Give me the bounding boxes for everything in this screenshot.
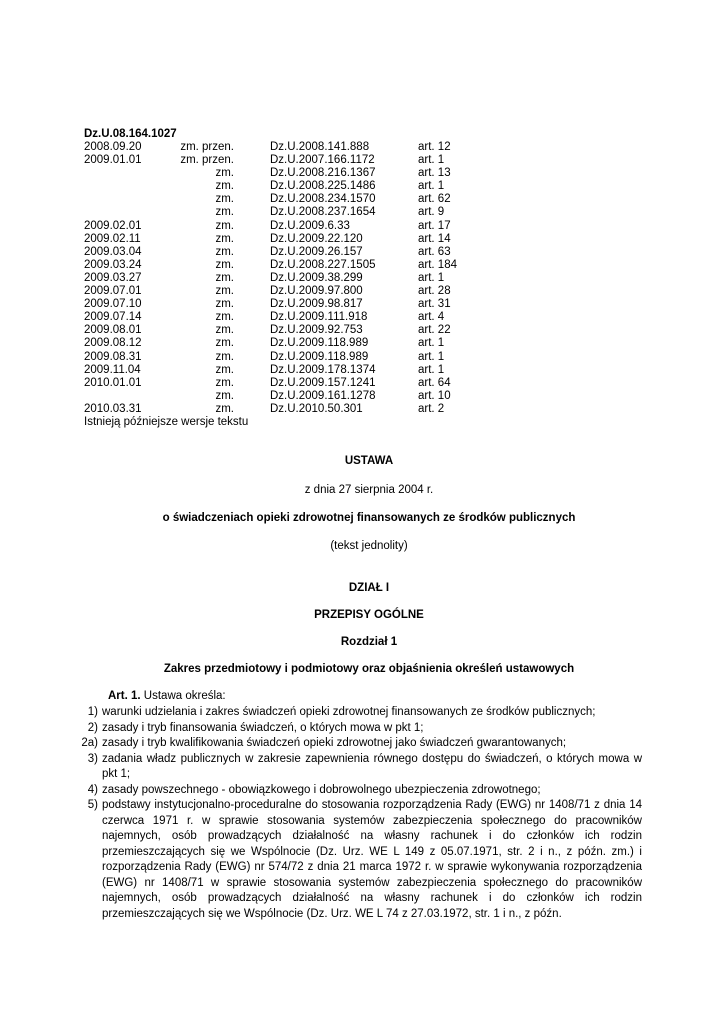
history-type: zm. [215, 376, 234, 389]
history-art: art. 62 [418, 193, 451, 206]
division-label: DZIAŁ I [348, 582, 390, 594]
history-date: 2009.08.12 [84, 337, 142, 350]
history-ref: Dz.U.2009.26.157 [270, 245, 363, 258]
list-item-number: 2) [87, 721, 98, 734]
list-item-text: podstawy instytucjonalno-proceduralne do stosowania rozporządzenia Rady (EWG) nr 1408/71 z dnia 14 czerwca 1971 r. w sprawie stosowania systemów zabezpieczenia społecznego do pracowników najemnych, osób prowadzących działalność na własny rachunek i do członków ich rodzin przemieszczających się we Wspólnocie (Dz. Urz. WE L 149 z 05.07.1971, str. 2 i n., z późn. zm.) i rozporządzenia Rady (EWG) nr 574/72 z dnia 21 marca 1972 r. w sprawie wykonywania rozporządzenia (EWG) nr 1408/71 w sprawie stosowania systemów zabezpieczenia społecznego do pracowników najemnych, osób prowadzących działalność na własny rachunek i do członków ich rodzin przemieszczających się we Wspólnocie (Dz. Urz. WE L 74 z 27.03.1972, str. 1 i n., z późn. [102, 799, 642, 920]
history-row [84, 246, 644, 259]
history-ref: Dz.U.2009.6.33 [270, 219, 350, 232]
chapter-label: Rozdział 1 [340, 636, 398, 648]
document-id: Dz.U.08.164.1027 [84, 128, 177, 140]
history-row [84, 364, 644, 377]
history-date: 2009.02.01 [84, 219, 142, 232]
history-date: 2009.03.24 [84, 258, 142, 271]
history-type: zm. przen. [180, 154, 234, 167]
history-art: art. 64 [418, 376, 451, 389]
history-row [84, 337, 644, 350]
history-ref: Dz.U.2009.97.800 [270, 285, 363, 298]
history-ref: Dz.U.2010.50.301 [270, 402, 363, 415]
history-row [84, 233, 644, 246]
history-type: zm. [215, 389, 234, 402]
history-type: zm. [215, 311, 234, 324]
history-art: art. 28 [418, 285, 451, 298]
history-date: 2009.02.11 [84, 232, 141, 245]
history-date: 2009.11.04 [84, 363, 141, 376]
history-type: zm. [215, 219, 234, 232]
history-date: 2009.08.01 [84, 324, 142, 337]
history-row [84, 377, 644, 390]
history-row [84, 220, 644, 233]
history-row [84, 285, 644, 298]
history-row [84, 324, 644, 337]
article-label: Art. 1. [108, 690, 141, 702]
history-art: art. 1 [418, 271, 445, 284]
history-row [84, 311, 644, 324]
list-item-number: 1) [87, 706, 98, 718]
history-type: zm. [215, 363, 234, 376]
history-date: 2009.01.01 [84, 154, 142, 167]
list-item-text: zasady i tryb finansowania świadczeń, o których mowa w pkt 1; [102, 721, 424, 734]
history-art: art. 17 [418, 219, 451, 232]
history-art: art. 1 [418, 180, 445, 193]
history-ref: Dz.U.2009.22.120 [270, 232, 363, 245]
history-ref: Dz.U.2009.38.299 [270, 271, 363, 284]
article-intro: Ustawa określa: [143, 690, 226, 702]
list-item-text: zasady i tryb kwalifikowania świadczeń opieki zdrowotnej jako świadczeń gwarantowanych; [102, 737, 567, 749]
history-date: 2009.07.01 [84, 285, 142, 298]
list-item [78, 783, 642, 799]
history-ref: Dz.U.2008.216.1367 [270, 167, 376, 180]
history-art: art. 13 [418, 167, 451, 180]
history-type: zm. [215, 180, 234, 193]
list-item-number: 3) [87, 752, 98, 765]
history-row [84, 193, 644, 206]
history-art: art. 4 [418, 311, 445, 324]
history-art: art. 184 [418, 258, 457, 271]
history-row [84, 154, 644, 167]
history-row [84, 141, 644, 154]
history-ref: Dz.U.2008.234.1570 [270, 193, 376, 206]
history-type: zm. [215, 402, 234, 415]
history-art: art. 1 [418, 337, 445, 350]
history-type: zm. [215, 258, 234, 271]
history-type: zm. [215, 167, 234, 180]
history-ref: Dz.U.2008.225.1486 [270, 180, 376, 193]
history-row [84, 390, 644, 403]
history-ref: Dz.U.2009.111.918 [270, 311, 368, 324]
history-art: art. 63 [418, 245, 451, 258]
article-heading [108, 690, 226, 703]
history-ref: Dz.U.2009.92.753 [270, 324, 363, 337]
division-title: PRZEPISY OGÓLNE [314, 609, 424, 621]
history-type: zm. [215, 245, 234, 258]
history-row [84, 206, 644, 219]
list-item [78, 736, 642, 752]
history-row [84, 167, 644, 180]
document-header [84, 128, 644, 429]
act-note: (tekst jednolity) [330, 540, 408, 552]
history-art: art. 22 [418, 324, 451, 337]
history-type: zm. przen. [180, 141, 234, 153]
list-item [78, 798, 642, 922]
history-type: zm. [215, 350, 234, 363]
history-date: 2009.08.31 [84, 350, 142, 363]
history-date: 2009.07.10 [84, 298, 142, 311]
history-type: zm. [215, 337, 234, 350]
history-ref: Dz.U.2009.161.1278 [270, 389, 376, 402]
history-ref: Dz.U.2008.227.1505 [270, 258, 376, 271]
history-art: art. 9 [418, 206, 445, 219]
list-item-text: warunki udzielania i zakres świadczeń opieki zdrowotnej finansowanych ze środków publicznych; [102, 706, 596, 718]
history-art: art. 31 [418, 298, 451, 311]
history-ref: Dz.U.2009.178.1374 [270, 363, 376, 376]
history-row [84, 298, 644, 311]
list-item [78, 721, 642, 737]
act-type: USTAWA [344, 455, 394, 467]
history-ref: Dz.U.2009.118.989 [270, 350, 369, 363]
history-type: zm. [215, 232, 234, 245]
history-type: zm. [215, 193, 234, 206]
history-date: 2010.01.01 [84, 376, 142, 389]
history-type: zm. [215, 298, 234, 311]
list-item-text: zasady powszechnego - obowiązkowego i dobrowolnego ubezpieczenia zdrowotnego; [102, 783, 541, 796]
list-item-number: 4) [87, 783, 98, 796]
history-date: 2009.03.27 [84, 271, 142, 284]
history-art: art. 2 [418, 402, 445, 415]
history-ref: Dz.U.2008.237.1654 [270, 206, 376, 219]
article-items-list [78, 705, 642, 922]
history-row [84, 351, 644, 364]
later-versions-note: Istnieją późniejsze wersje tekstu [84, 415, 249, 428]
history-ref: Dz.U.2008.141.888 [270, 141, 370, 153]
history-date: 2009.07.14 [84, 311, 142, 324]
history-art: art. 1 [418, 350, 445, 363]
history-ref: Dz.U.2009.157.1241 [270, 376, 376, 389]
history-row [84, 180, 644, 193]
history-row [84, 272, 644, 285]
list-item [78, 705, 642, 721]
history-art: art. 1 [418, 363, 445, 376]
list-item-text: zadania władz publicznych w zakresie zapewnienia równego dostępu do świadczeń, o których mowa w pkt 1; [102, 752, 642, 780]
list-item [78, 752, 642, 783]
history-type: zm. [215, 324, 234, 337]
history-art: art. 12 [418, 141, 451, 153]
list-item-number: 5) [87, 799, 98, 811]
history-art: art. 14 [418, 232, 451, 245]
act-title: o świadczeniach opieki zdrowotnej finansowanych ze środków publicznych [162, 512, 576, 524]
act-date: z dnia 27 sierpnia 2004 r. [304, 484, 434, 496]
history-date: 2010.03.31 [84, 402, 142, 415]
history-date: 2008.09.20 [84, 141, 142, 153]
history-ref: Dz.U.2007.166.1172 [270, 154, 375, 167]
amendment-history-table [84, 141, 644, 416]
history-type: zm. [215, 206, 234, 219]
chapter-title: Zakres przedmiotowy i podmiotowy oraz objaśnienia określeń ustawowych [163, 663, 575, 675]
history-type: zm. [215, 285, 234, 298]
history-type: zm. [215, 271, 234, 284]
history-ref: Dz.U.2009.98.817 [270, 298, 363, 311]
history-row [84, 259, 644, 272]
history-ref: Dz.U.2009.118.989 [270, 337, 369, 350]
history-row [84, 403, 644, 416]
history-art: art. 10 [418, 389, 451, 402]
history-date: 2009.03.04 [84, 245, 142, 258]
history-art: art. 1 [418, 154, 445, 167]
list-item-number: 2a) [81, 737, 98, 749]
